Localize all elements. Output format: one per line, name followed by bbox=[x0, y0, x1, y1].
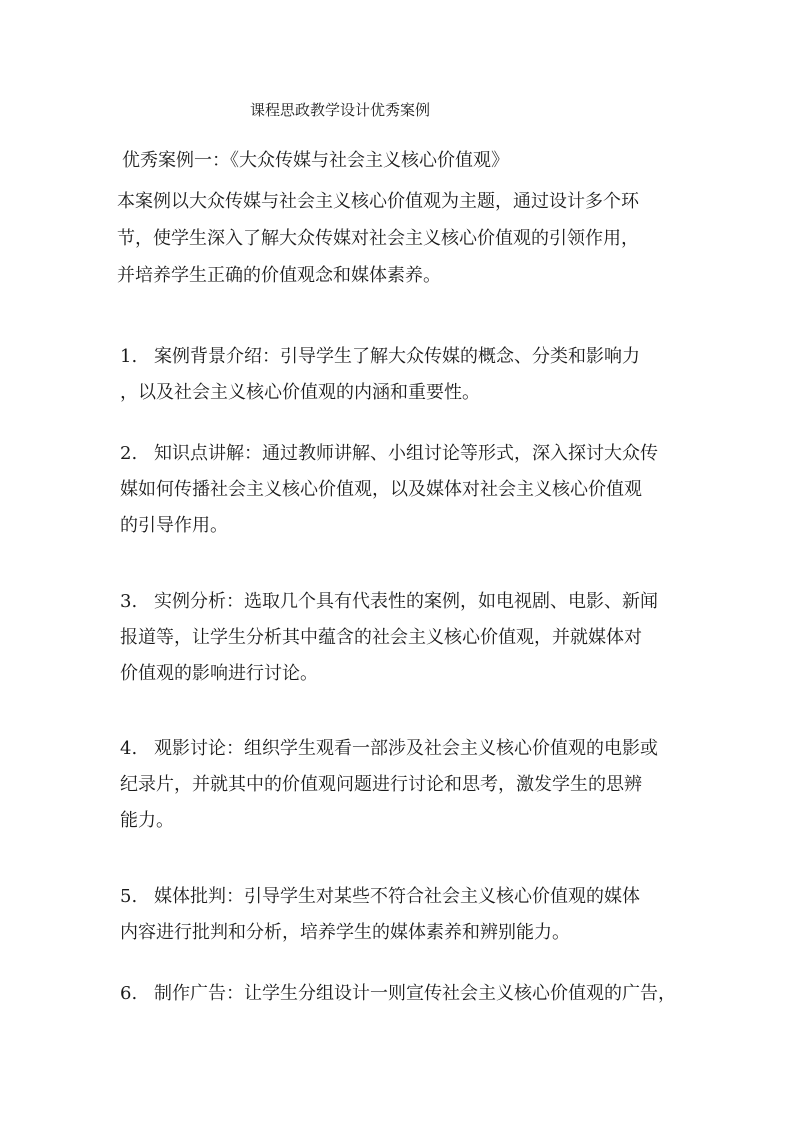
item-line bbox=[120, 879, 680, 915]
item-line: 内容进行批判和分析，培养学生的媒体素养和辨别能力。 bbox=[120, 922, 570, 943]
intro-line: 本案例以大众传媒与社会主义核心价值观为主题，通过设计多个环 bbox=[117, 191, 639, 212]
list-item-4 bbox=[120, 731, 680, 839]
list-item-1 bbox=[120, 339, 680, 411]
item-number: 2. bbox=[120, 443, 138, 464]
item-text: 案例背景介绍：引导学生了解大众传媒的概念、分类和影响力 bbox=[154, 346, 640, 367]
intro-line: 节，使学生深入了解大众传媒对社会主义核心价值观的引领作用， bbox=[117, 228, 639, 249]
item-line: ，以及社会主义核心价值观的内涵和重要性。 bbox=[120, 382, 480, 403]
list-item-5 bbox=[120, 879, 680, 951]
item-line: 的引导作用。 bbox=[120, 515, 228, 536]
item-line: 报道等，让学生分析其中蕴含的社会主义核心价值观，并就媒体对 bbox=[120, 627, 642, 648]
intro-paragraph bbox=[117, 183, 677, 294]
item-line bbox=[120, 584, 680, 620]
document-title: 课程思政教学设计优秀案例 bbox=[250, 101, 431, 119]
item-number: 3. bbox=[120, 591, 138, 612]
item-number: 6. bbox=[120, 983, 138, 1004]
item-number: 4. bbox=[120, 738, 138, 759]
item-text: 观影讨论：组织学生观看一部涉及社会主义核心价值观的电影或 bbox=[154, 738, 658, 759]
item-text: 知识点讲解：通过教师讲解、小组讨论等形式，深入探讨大众传 bbox=[154, 443, 658, 464]
item-text: 媒体批判：引导学生对某些不符合社会主义核心价值观的媒体 bbox=[154, 886, 640, 907]
item-line bbox=[120, 731, 680, 767]
item-line bbox=[120, 976, 680, 1012]
intro-line: 并培养学生正确的价值观念和媒体素养。 bbox=[117, 265, 441, 286]
item-text: 制作广告：让学生分组设计一则宣传社会主义核心价值观的广告， bbox=[154, 983, 676, 1004]
item-line bbox=[120, 436, 680, 472]
list-item-3 bbox=[120, 584, 680, 692]
item-number: 1. bbox=[120, 346, 138, 367]
item-line: 媒如何传播社会主义核心价值观，以及媒体对社会主义核心价值观 bbox=[120, 479, 642, 500]
case-heading: 优秀案例一：《大众传媒与社会主义核心价值观》 bbox=[122, 150, 509, 171]
item-text: 实例分析：选取几个具有代表性的案例，如电视剧、电影、新闻 bbox=[154, 591, 658, 612]
item-line: 能力。 bbox=[120, 810, 174, 831]
list-item-6 bbox=[120, 976, 680, 1012]
item-line: 纪录片，并就其中的价值观问题进行讨论和思考，激发学生的思辨 bbox=[120, 774, 642, 795]
list-item-2 bbox=[120, 436, 680, 544]
item-number: 5. bbox=[120, 886, 138, 907]
item-line: 价值观的影响进行讨论。 bbox=[120, 663, 318, 684]
item-line bbox=[120, 339, 680, 375]
